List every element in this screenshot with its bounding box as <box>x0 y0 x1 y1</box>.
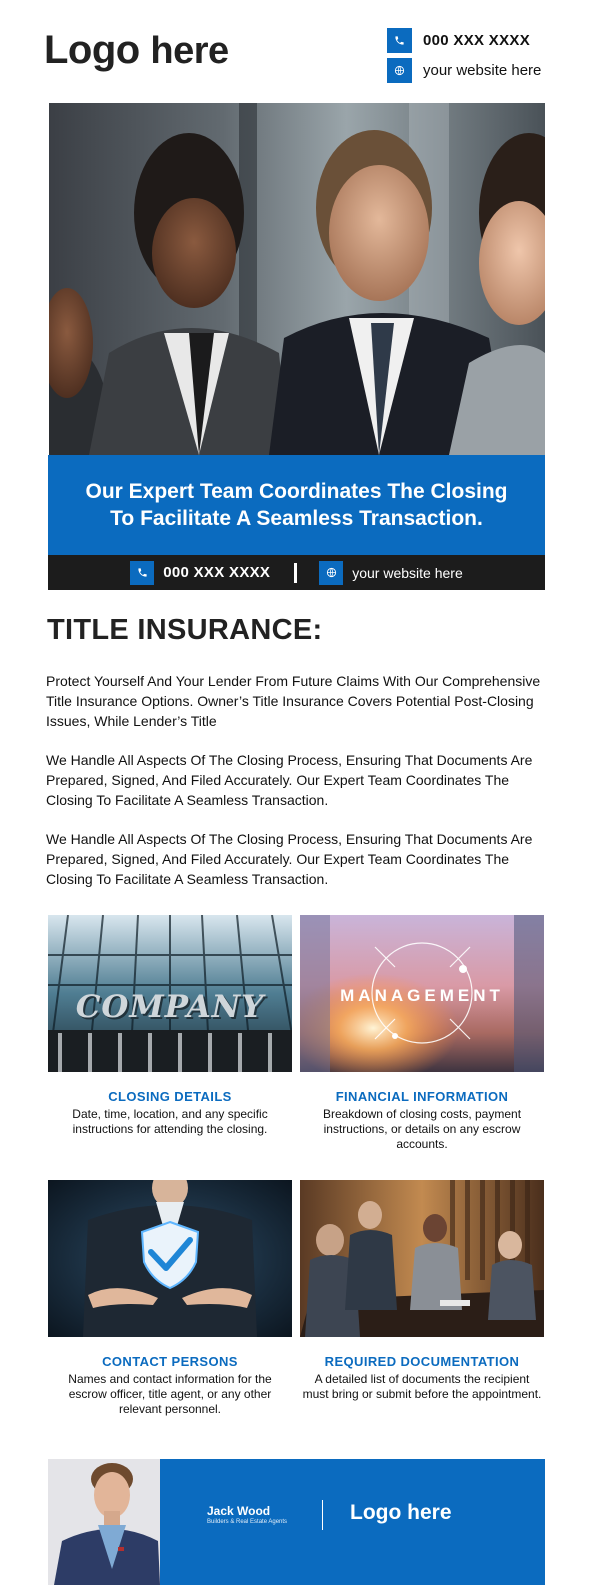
paragraph-2: We Handle All Aspects Of The Closing Process, Ensuring That Documents Are Prepared, Signed, And Filed Accurately. Our Expert Team Coordinates The Closing To Facilitate A Seamless Transaction. <box>46 752 533 808</box>
hero-headline-line1: Our Expert Team Coordinates The Closing <box>85 480 508 503</box>
hero-headline-line2: To Facilitate A Seamless Transaction. <box>110 507 483 530</box>
contact-bar <box>48 555 545 590</box>
header-phone[interactable] <box>387 28 530 53</box>
feature-desc-closing-details: Date, time, location, and any specific instructions for attending the closing. <box>72 1107 268 1136</box>
management-text: MANAGEMENT <box>340 986 504 1005</box>
hero-banner <box>48 455 545 555</box>
company-sign-text: COMPANY <box>75 989 265 1025</box>
footer-logo-word-1: Logo <box>350 1501 402 1524</box>
footer-banner <box>48 1459 545 1585</box>
header-phone-text: 000 XXX XXXX <box>423 32 530 49</box>
feature-title-closing-details: CLOSING DETAILS <box>108 1089 232 1104</box>
logo-word-1: Logo <box>44 28 140 72</box>
agent-name: Jack Wood <box>207 1504 271 1518</box>
contact-bar-divider <box>294 563 297 583</box>
header-logo[interactable] <box>44 28 229 73</box>
agent-role: Builders & Real Estate Agents <box>207 1519 288 1525</box>
footer-logo[interactable] <box>350 1501 452 1525</box>
phone-icon <box>387 28 412 53</box>
feature-desc-required-documentation: A detailed list of documents the recipient must bring or submit before the appointment. <box>302 1372 542 1401</box>
phone-icon <box>130 561 154 585</box>
feature-title-contact-persons: CONTACT PERSONS <box>102 1354 238 1369</box>
logo-word-2: here <box>150 30 229 72</box>
footer-logo-word-2: here <box>407 1501 452 1524</box>
globe-icon <box>319 561 343 585</box>
paragraph-3: We Handle All Aspects Of The Closing Process, Ensuring That Documents Are Prepared, Signed, And Filed Accurately. Our Expert Team Coordinates The Closing To Facilitate A Seamless Transaction. <box>46 831 533 887</box>
management-image <box>300 915 544 1072</box>
agent-photo <box>48 1459 160 1585</box>
section-title: TITLE INSURANCE: <box>47 614 323 646</box>
hero-team-photo <box>49 103 545 455</box>
contact-bar-website[interactable]: your website here <box>352 564 463 581</box>
feature-title-required-documentation: REQUIRED DOCUMENTATION <box>324 1354 520 1369</box>
company-building-image <box>48 915 292 1072</box>
header-website-text: your website here <box>423 62 542 79</box>
globe-icon <box>387 58 412 83</box>
meeting-room-image <box>300 1180 544 1337</box>
footer-divider <box>322 1500 323 1530</box>
feature-desc-financial-information: Breakdown of closing costs, payment instructions, or details on any escrow accounts. <box>322 1107 522 1151</box>
contact-bar-phone[interactable]: 000 XXX XXXX <box>163 564 271 581</box>
header-website[interactable] <box>387 58 541 83</box>
feature-desc-contact-persons: Names and contact information for the escrow officer, title agent, or any other relevant personnel. <box>68 1372 272 1416</box>
hero-headline <box>62 478 532 532</box>
shield-hands-image <box>48 1180 292 1337</box>
feature-title-financial-information: FINANCIAL INFORMATION <box>335 1089 509 1104</box>
paragraph-1: Protect Yourself And Your Lender From Future Claims With Our Comprehensive Title Insurance Options. Owner’s Title Insurance Covers Potential Post-Closing Issues, While Lender’s Title <box>46 673 541 729</box>
